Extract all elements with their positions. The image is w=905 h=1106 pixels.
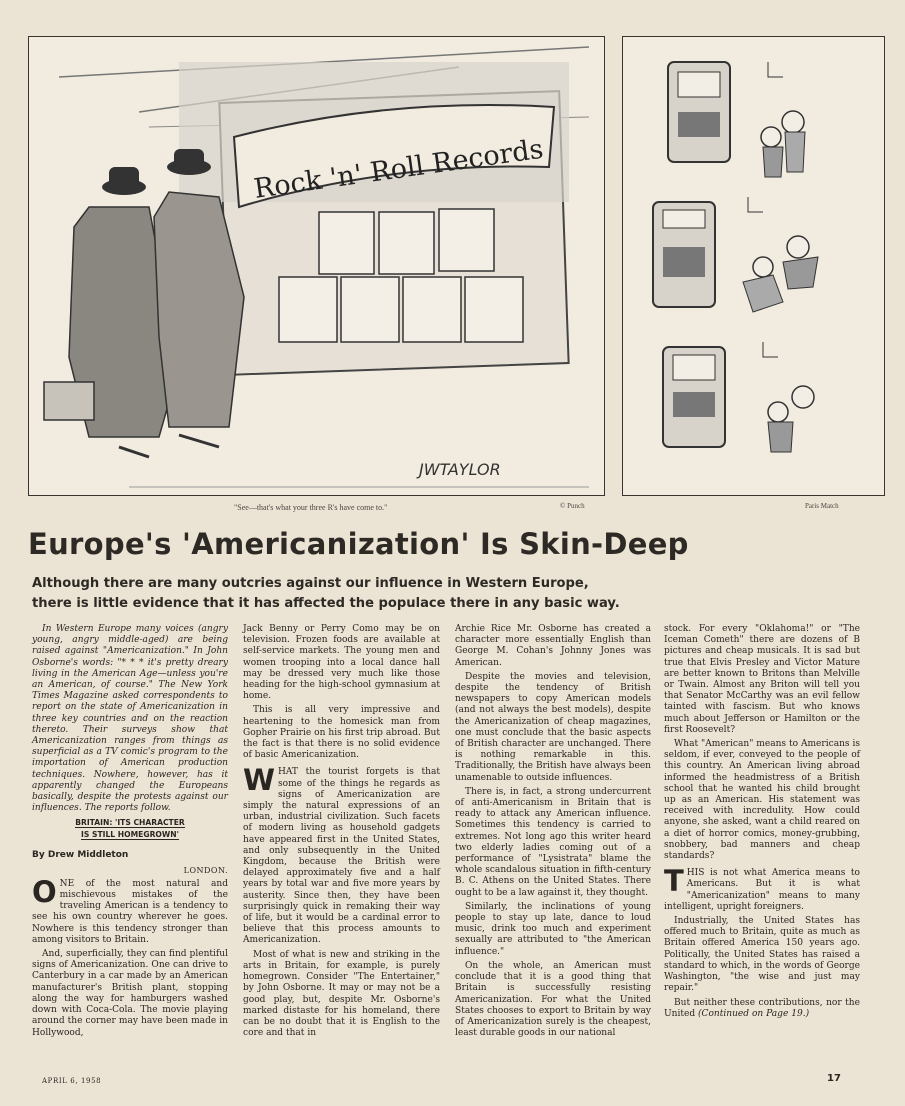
paragraph: ONE of the most natural and mischievous mistakes of the traveling American is a tendency to see his own country wherever he goes. Nowhere is this tendency stronger than among visitors to Britain. <box>32 874 228 945</box>
sign-text: Rock 'n' Roll Records <box>252 133 546 205</box>
paragraph: Archie Rice Mr. Osborne has created a character more essentially English than George M. Cohan's Johnny Jones was American. <box>455 624 651 668</box>
cartoon-side-illustration <box>623 37 884 495</box>
deck <box>32 574 882 614</box>
paragraph: This is all very impressive and heartening to the homesick man from Gopher Prairie on his first trip abroad. But the fact is that there is no solid evidence of basic Americanization. <box>243 705 440 761</box>
column-1 <box>32 624 228 1042</box>
deck-line-1: Although there are many outcries against our influence in Western Europe, <box>32 576 589 591</box>
paragraph: THIS is not what America means to Americans. But it is what "Americanization" means to many intelligent, upright foreigners. <box>664 864 860 912</box>
section-subhead <box>32 817 228 841</box>
paragraph: There is, in fact, a strong undercurrent of anti-Americanism in Britain that is ready to attack any American influence. Sometimes this tendency is carried to extremes. Not long ago this writer heard two elderly ladies coming out of a performance of "Lysistrata" blame the whole scandalous situation in fifth-century B. C. Athens on the United States. There ought to be a law against it, they thought. <box>455 786 651 898</box>
paragraph: Jack Benny or Perry Como may be on television. Frozen foods are available at self-service markets. The young men and women trooping into a local dance hall may be dressed very much like those heading for the high-school gymnasium at home. <box>243 624 440 702</box>
vending-machine-panel-3 <box>663 342 814 452</box>
vending-machine-panel-2 <box>653 197 818 312</box>
deck-line-2: there is little evidence that it has affected the populace there in any basic way. <box>32 596 620 611</box>
paragraph: Most of what is new and striking in the arts in Britain, for example, is purely homegrown. Consider "The Entertainer," by John Osborne. It may or may not be a good play, but, despite Mr. Osborne's marked distaste for his homeland, there can be no doubt that it is English to the core and that in <box>243 949 440 1039</box>
vending-machine-panel-1 <box>668 62 805 177</box>
drop-cap: W <box>243 763 275 798</box>
cartoon-signature: JWTAYLOR <box>419 460 501 479</box>
paragraph: Despite the movies and television, despite the tendency of British newspapers to copy American models (and not always the best models), despite the Americanization of cheap magazines, one must conclude that the basic aspects of British character are unchanged. There is nothing remarkable in this. Traditionally, the British have always been unamenable to outside influences. <box>455 671 651 783</box>
drop-cap: T <box>664 864 684 899</box>
continued-note: (Continued on Page 19.) <box>698 1008 810 1019</box>
paragraph: Similarly, the inclinations of young people to stay up late, dance to loud music, drink too much and experiment sexually are attributed to "the American influence." <box>455 901 651 957</box>
page-number: 17 <box>827 1073 841 1084</box>
cartoon-main-frame <box>28 36 605 496</box>
paragraph: But neither these contributions, nor the United (Continued on Page 19.) <box>664 997 860 1019</box>
cartoon-main-illustration <box>29 37 604 495</box>
intro-paragraph: In Western Europe many voices (angry young, angry middle-aged) are being raised against "Americanization." In John Osborne's words: "* * * it's pretty dreary living in the American Age—unless you're an American, of course." The New York Times Magazine asked correspondents to report on the state of Americanization in three key countries and on the reaction thereto. Their surveys show that Americanization ranges from things as superficial as a TV comic's program to the importation of American production techniques. Nowhere, however, has it apparently changed the Europeans basically, despite the protests against our influences. The reports follow. <box>32 624 228 814</box>
column-4 <box>664 624 860 1023</box>
paragraph: stock. For every "Oklahoma!" or "The Iceman Cometh" there are dozens of B pictures and cheap musicals. It is sad but true that Elvis Presley and Victor Mature are better known to Britons than Melville or Twain. Almost any Briton will tell you that Senator McCarthy was an evil fellow tainted with fascism. But who knows much about Jefferson or Hamilton or the first Roosevelt? <box>664 624 860 735</box>
paragraph: WHAT the tourist forgets is that some of the things he regards as signs of Americanization are simply the natural expressions of an urban, industrial civilization. Such facets of modern living as household gadgets have appeared first in the United States, and only subsequently in the United Kingdom, because the British were delayed approximately five and a half years by total war and five more years by austerity. Since then, they have been surprisingly quick in remaking their way of life, but it would be a cardinal error to believe that this process amounts to Americanization. <box>243 763 440 946</box>
footer-date: APRIL 6, 1958 <box>42 1077 102 1085</box>
cartoon-side-frame <box>622 36 885 496</box>
subhead-line-2: IS STILL HOMEGROWN' <box>81 830 179 840</box>
paragraph: What "American" means to Americans is seldom, if ever, conveyed to the people of this country. An American living abroad informed the headmistress of a British school that he wanted his child brought up as an American. His statement was received with incredulity. How could anyone, she asked, want a child reared on a diet of horror comics, money-grubbing, snobbery, bad manners and cheap standards? <box>664 739 860 862</box>
drop-cap: O <box>32 874 57 909</box>
paragraph: On the whole, an American must conclude that it is a good thing that Britain is successfully resisting Americanization. For what the United States chooses to export to Britain by way of Americanization surely is the cheapest, least durable goods in our national <box>455 960 651 1039</box>
subhead-line-1: BRITAIN: 'ITS CHARACTER <box>75 818 185 828</box>
paragraph: And, superficially, they can find plentiful signs of Americanization. One can drive to Canterbury in a car made by an American manufacturer's British plant, stopping along the way for hamburgers washed down with Coca-Cola. The movie playing around the corner may have been made in Hollywood, <box>32 949 228 1038</box>
cartoon-credit-paris-match: Paris Match <box>805 502 839 510</box>
cartoon-credit-punch: © Punch <box>560 502 585 510</box>
dateline: LONDON. <box>183 865 228 875</box>
byline: By Drew Middleton <box>32 850 129 861</box>
headline: Europe's 'Americanization' Is Skin-Deep <box>28 527 689 561</box>
cartoon-caption: "See—that's what your three R's have come to." <box>234 503 388 512</box>
column-3 <box>455 624 651 1042</box>
paragraph: Industrially, the United States has offered much to Britain, quite as much as Britain offered America 150 years ago. Politically, the United States has raised a standard to which, in the words of George Washington, "the wise and just may repair." <box>664 916 860 994</box>
column-2 <box>243 624 440 1042</box>
